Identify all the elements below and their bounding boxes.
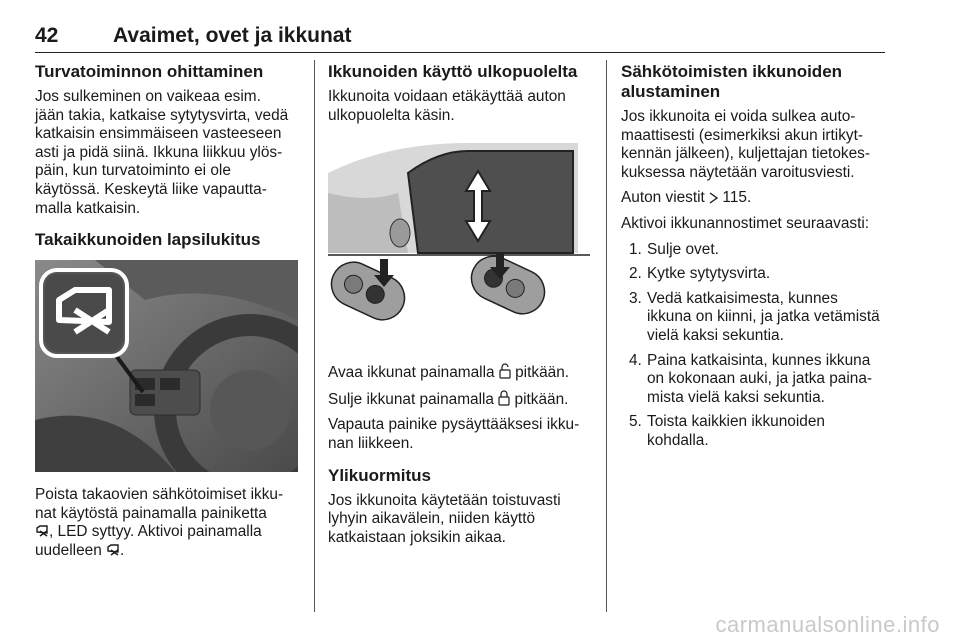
list-item <box>621 352 889 408</box>
unlock-icon <box>499 363 511 379</box>
steps-list <box>621 241 889 451</box>
open-instruction <box>328 363 590 383</box>
overload-text <box>328 492 590 548</box>
text-line: ulkopuolelta käsin. <box>328 106 455 124</box>
text-fragment: Avaa ikkunat painamalla <box>328 364 495 382</box>
text-line: Vedä katkaisimesta, kunnes <box>647 289 838 307</box>
section-title-window-init <box>621 62 889 102</box>
text-line: on kokonaan auki, ja jatka paina- <box>647 370 873 388</box>
text-line: Toista kaikkien ikkunoiden <box>647 413 825 431</box>
text-line: katkaisin ensimmäiseen vasteeseen <box>35 125 282 143</box>
text-line: malla katkaisin. <box>35 199 141 217</box>
chapter-title: Avaimet, ovet ja ikkunat <box>113 24 352 47</box>
window-lock-icon <box>106 543 120 557</box>
text-line: kennän jälkeen), kuljettajan tietokes- <box>621 145 870 163</box>
text-fragment: Sulje ikkunat painamalla <box>328 390 494 408</box>
text-fragment: pitkään. <box>515 364 570 382</box>
text-line: vielä kaksi sekuntia. <box>647 326 784 344</box>
text-fragment: pitkään. <box>514 390 569 408</box>
step-number: 1. <box>629 240 642 258</box>
text-line: maattisesti (esimerkiksi akun irtikyt- <box>621 126 864 144</box>
text-line: Kytke sytytysvirta. <box>647 265 771 283</box>
column-1 <box>35 62 300 568</box>
column-2 <box>328 62 590 554</box>
dashboard-image <box>35 260 298 472</box>
child-lock-illustration <box>35 260 298 472</box>
remote-intro <box>328 88 590 125</box>
text-line: Jos ikkunoita ei voida sulkea auto- <box>621 108 856 125</box>
watermark: carmanualsonline.info <box>715 612 940 637</box>
text-line: käytössä. Keskeytä liike vapautta- <box>35 180 267 198</box>
text-line: Ikkunoita voidaan etäkäyttää auton <box>328 88 566 105</box>
safety-override-text <box>35 88 300 218</box>
section-title-remote-windows: Ikkunoiden käyttö ulkopuolelta <box>328 62 578 81</box>
text-line <box>35 523 300 542</box>
text-line: ikkuna on kiinni, ja jatka vetämistä <box>647 308 880 326</box>
column-divider-2 <box>606 60 607 612</box>
activate-intro: Aktivoi ikkunannostimet seuraavasti: <box>621 214 870 232</box>
release-instruction <box>328 416 590 453</box>
text-line: jään takia, katkaise sytytysvirta, vedä <box>35 106 289 124</box>
step-number: 2. <box>629 265 642 283</box>
title-line: alustaminen <box>621 82 721 101</box>
section-title-overload: Ylikuormitus <box>328 465 431 485</box>
text-line: Paina katkaisinta, kunnes ikkuna <box>647 351 871 369</box>
vehicle-messages-reference <box>621 189 889 208</box>
list-item <box>621 241 889 260</box>
list-item <box>621 290 889 346</box>
text-line: Vapauta painike pysäyttääksesi ikku- <box>328 416 580 434</box>
column-divider-1 <box>314 60 315 612</box>
text-line: päin, kun turvatoiminto ei ole <box>35 162 231 180</box>
list-item <box>621 265 889 284</box>
list-item <box>621 413 889 450</box>
text-line: mista vielä kaksi sekuntia. <box>647 388 825 406</box>
text-line: kohdalla. <box>647 431 709 449</box>
text-line: nat käytöstä painamalla painiketta <box>35 504 267 522</box>
text-line: asti ja pidä siinä. Ikkuna liikkuu ylös- <box>35 143 283 161</box>
text-line: lyhyin aikavälein, niiden käyttö <box>328 510 536 528</box>
page-number: 42 <box>35 24 59 47</box>
text-fragment: , LED syttyy. Aktivoi painamalla <box>49 523 262 541</box>
title-line: Sähkötoimisten ikkunoiden <box>621 62 843 81</box>
text-line: Poista takaovien sähkötoimiset ikku- <box>35 486 284 504</box>
section-title-safety-override: Turvatoiminnon ohittaminen <box>35 62 264 81</box>
car-window-key-image <box>328 133 590 353</box>
text-line: Sulje ovet. <box>647 240 719 258</box>
page-reference-arrow-icon <box>709 192 718 204</box>
remote-window-illustration <box>328 133 590 353</box>
text-line <box>35 542 300 561</box>
column-3 <box>621 62 889 457</box>
text-fragment: uudelleen <box>35 541 102 559</box>
text-fragment: . <box>120 541 125 559</box>
step-number: 3. <box>629 289 642 307</box>
child-lock-caption <box>35 486 300 560</box>
text-fragment: Auton viestit <box>621 189 705 207</box>
text-fragment: 115. <box>722 189 752 207</box>
step-number: 5. <box>629 413 642 431</box>
section-title-child-lock: Takaikkunoiden lapsilukitus <box>35 230 261 250</box>
text-line: nan liikkeen. <box>328 434 414 452</box>
page-header <box>35 22 885 53</box>
init-paragraph <box>621 108 889 182</box>
text-line: kuksessa näytetään varoitusviesti. <box>621 163 855 181</box>
window-lock-icon <box>35 524 49 538</box>
text-line: katkaistaan joksikin aikaa. <box>328 528 506 546</box>
lock-icon <box>498 390 510 406</box>
text-line: Jos sulkeminen on vaikeaa esim. <box>35 88 261 105</box>
text-line: Jos ikkunoita käytetään toistuvasti <box>328 491 561 509</box>
step-number: 4. <box>629 351 642 369</box>
close-instruction <box>328 390 590 410</box>
